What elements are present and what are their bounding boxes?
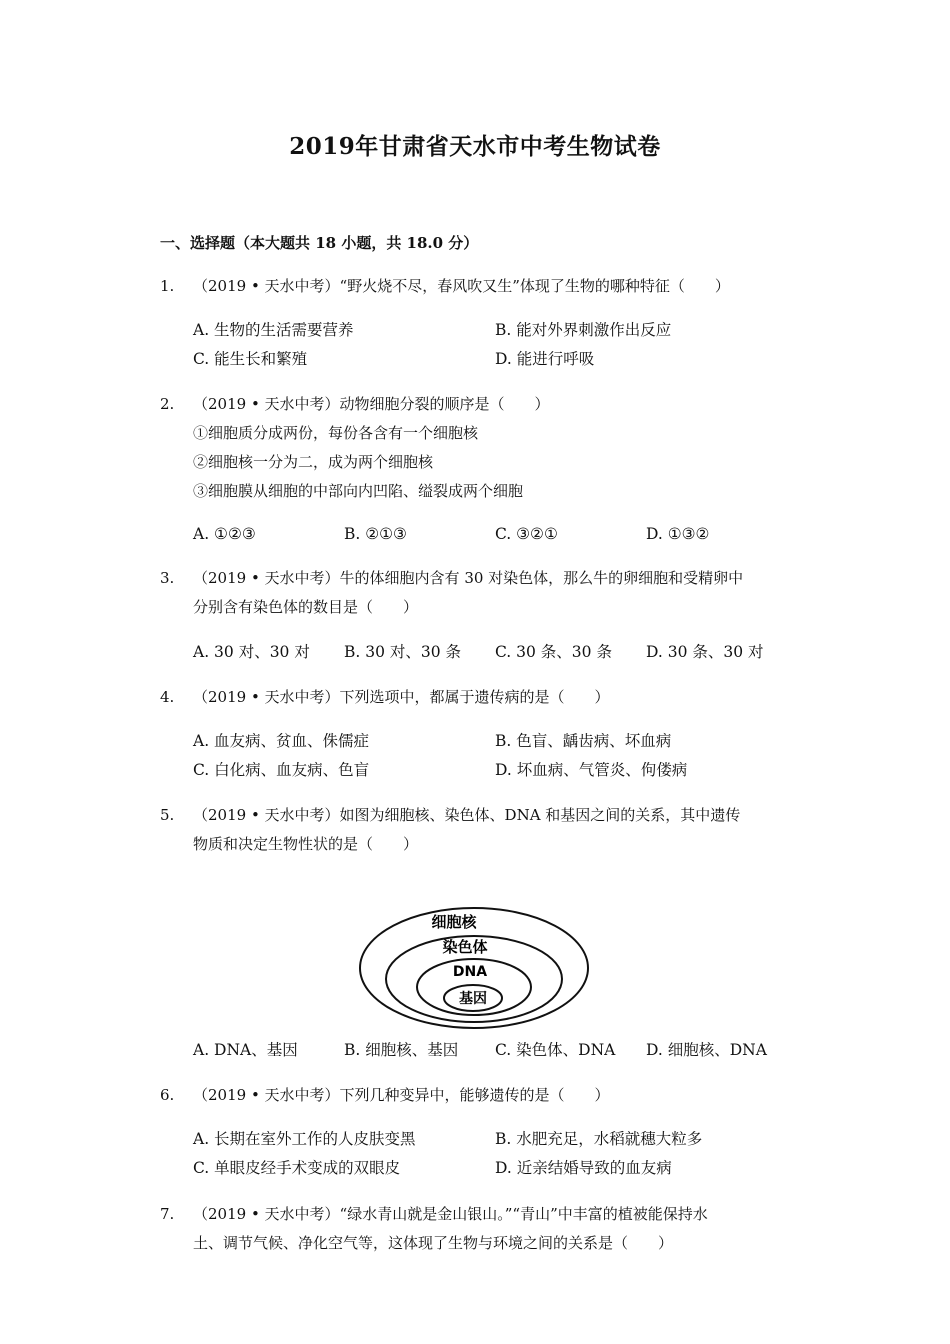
question-5	[160, 801, 810, 859]
option-c: C. 单眼皮经手术变成的双眼皮	[193, 1159, 401, 1177]
question-text-cont: 物质和决定生物性状的是（ ）	[193, 835, 419, 853]
nested-ellipse-diagram	[358, 905, 590, 1031]
option-d: D. 细胞核、DNA	[646, 1041, 767, 1059]
option-d: D. 坏血病、气管炎、佝偻病	[495, 761, 688, 779]
question-1	[160, 272, 810, 301]
label-gene: 基因	[459, 991, 487, 1007]
option-b: B. 色盲、龋齿病、坏血病	[495, 732, 672, 750]
question-text: （2019 • 天水中考）如图为细胞核、染色体、DNA 和基因之间的关系，其中遗传	[193, 806, 741, 824]
question-number: 6.	[160, 1086, 175, 1104]
option-b: B. 能对外界刺激作出反应	[495, 321, 672, 339]
question-text-cont: 土、调节气候、净化空气等，这体现了生物与环境之间的关系是（ ）	[193, 1234, 674, 1252]
question-text: （2019 • 天水中考）动物细胞分裂的顺序是（ ）	[193, 395, 550, 413]
page-title: 2019年甘肃省天水市中考生物试卷	[289, 133, 661, 160]
option-a: A. 30 对、30 对	[193, 643, 310, 661]
option-b: B. 水肥充足，水稻就穗大粒多	[495, 1130, 703, 1148]
option-d: D. 近亲结婚导致的血友病	[495, 1159, 672, 1177]
option-d: D. ①③②	[646, 525, 710, 543]
option-c: C. 染色体、DNA	[495, 1041, 616, 1059]
label-chromosome: 染色体	[442, 938, 488, 956]
statement-1: ①细胞质分成两份，每份各含有一个细胞核	[193, 424, 479, 442]
question-text-cont: 分别含有染色体的数目是（ ）	[193, 598, 419, 616]
label-cell-nucleus: 细胞核	[431, 913, 477, 931]
option-c: C. 30 条、30 条	[495, 643, 612, 661]
question-number: 2.	[160, 395, 175, 413]
option-d: D. 30 条、30 对	[646, 643, 764, 661]
question-text: （2019 • 天水中考）“绿水青山就是金山银山。”“青山”中丰富的植被能保持水	[193, 1205, 708, 1223]
option-d: D. 能进行呼吸	[495, 350, 595, 368]
option-a: A. 长期在室外工作的人皮肤变黑	[193, 1130, 416, 1148]
section-heading: 一、选择题（本大题共 18 小题，共 18.0 分）	[160, 234, 479, 252]
label-dna: DNA	[452, 964, 488, 980]
option-b: B. ②①③	[344, 525, 407, 543]
statement-3: ③细胞膜从细胞的中部向内凹陷、缢裂成两个细胞	[193, 482, 524, 500]
question-2	[160, 390, 810, 506]
question-text: （2019 • 天水中考）“野火烧不尽，春风吹又生”体现了生物的哪种特征（ ）	[193, 277, 730, 295]
question-7	[160, 1200, 810, 1258]
option-b: B. 细胞核、基因	[344, 1041, 459, 1059]
statement-2: ②细胞核一分为二，成为两个细胞核	[193, 453, 434, 471]
question-number: 3.	[160, 569, 175, 587]
option-a: A. ①②③	[193, 525, 256, 543]
question-number: 7.	[160, 1205, 175, 1223]
question-number: 4.	[160, 688, 175, 706]
option-a: A. 血友病、贫血、侏儒症	[193, 732, 370, 750]
option-b: B. 30 对、30 条	[344, 643, 462, 661]
question-3	[160, 564, 810, 622]
question-number: 5.	[160, 806, 175, 824]
option-c: C. ③②①	[495, 525, 558, 543]
question-4	[160, 683, 810, 712]
option-c: C. 能生长和繁殖	[193, 350, 308, 368]
option-c: C. 白化病、血友病、色盲	[193, 761, 370, 779]
option-a: A. DNA、基因	[193, 1041, 298, 1059]
option-a: A. 生物的生活需要营养	[193, 321, 354, 339]
question-6	[160, 1081, 810, 1110]
question-text: （2019 • 天水中考）下列选项中，都属于遗传病的是（ ）	[193, 688, 610, 706]
question-number: 1.	[160, 277, 175, 295]
question-text: （2019 • 天水中考）下列几种变异中，能够遗传的是（ ）	[193, 1086, 610, 1104]
question-text: （2019 • 天水中考）牛的体细胞内含有 30 对染色体，那么牛的卵细胞和受精卵中	[193, 569, 744, 587]
